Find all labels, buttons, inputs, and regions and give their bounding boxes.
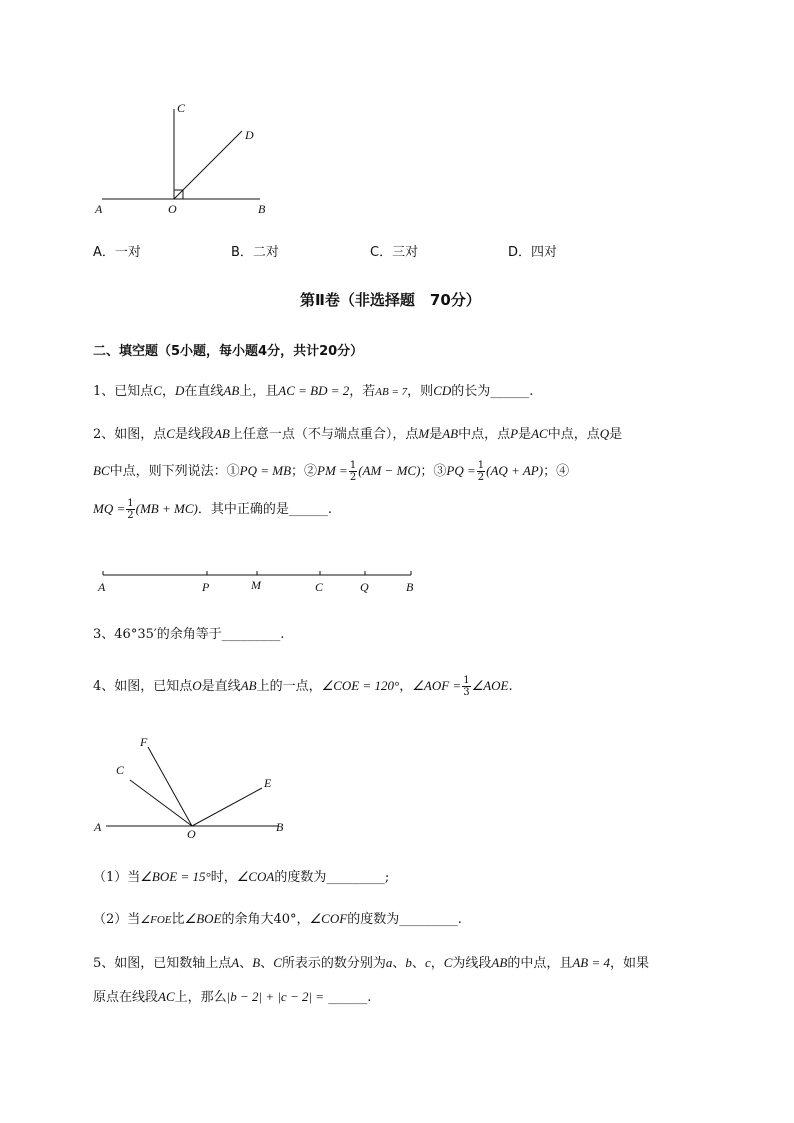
- label-c: C: [116, 763, 125, 777]
- label-b: B: [276, 820, 284, 834]
- question-5-line-2: 原点在线段AC上，那么|b − 2| + |c − 2| = ______.: [93, 989, 372, 1005]
- label-a: A: [95, 202, 103, 216]
- section-title: 二、填空题（5小题，每小题4分，共计20分）: [93, 344, 364, 359]
- label-o: O: [168, 202, 177, 216]
- figure-3-angles: [88, 730, 298, 842]
- question-1: 1、已知点C，D在直线AB上，且AC = BD = 2，若AB = 7，则CD的长为______.: [93, 383, 534, 399]
- label-p: P: [202, 580, 210, 594]
- question-4-part-1: （1）当∠BOE = 15°时，∠COA的度数为_________;: [93, 869, 390, 885]
- label-q: Q: [360, 580, 369, 594]
- label-m: M: [251, 578, 261, 592]
- label-b: B: [258, 202, 266, 216]
- ray-of: [148, 747, 192, 826]
- question-4: 4、如图，已知点O是直线AB上的一点，∠COE = 120°，∠AOF = $\frac{1}{3}$ ∠AOE.: [93, 675, 513, 698]
- option-c: C．三对: [370, 245, 419, 260]
- question-4-part-2: （2）当∠FOE比∠BOE的余角大40°，∠COF的度数为_________.: [93, 911, 462, 927]
- part-title: 第Ⅱ卷（非选择题 70分）: [300, 291, 481, 309]
- figure-2-segment: [95, 565, 425, 597]
- question-2-line-1: 2、如图，点C是线段AB上任意一点（不与端点重合），点M是AB中点，点P是AC中点，点Q是: [93, 426, 623, 442]
- label-a: A: [98, 580, 106, 594]
- label-e: E: [264, 776, 272, 790]
- label-c: C: [177, 101, 186, 115]
- question-5-line-1: 5、如图，已知数轴上点A、B、C所表示的数分别为a、b、c，C为线段AB的中点，且AB = 4，如果: [93, 955, 649, 971]
- figure-1-angle: [90, 95, 280, 220]
- option-d: D．四对: [508, 245, 558, 260]
- ray-od: [174, 131, 242, 199]
- label-a: A: [94, 820, 102, 834]
- label-o: O: [187, 827, 196, 841]
- label-c: C: [315, 580, 324, 594]
- label-d: D: [245, 128, 254, 142]
- question-2-line-3: MQ = $\frac{1}{2}$ (MB + MC)．其中正确的是______.: [93, 498, 332, 521]
- question-3: 3、46°35′的余角等于_________.: [93, 627, 285, 642]
- option-a: A．一对: [93, 245, 141, 260]
- ray-oc: [130, 780, 192, 826]
- ray-oe: [192, 788, 262, 826]
- question-2-line-2: BC中点，则下列说法：①PQ = MB；②PM = $\frac{1}{2}$ (AM − MC)；③PQ = $\frac{1}{2}$ (AQ + AP)；④: [93, 460, 570, 483]
- label-f: F: [140, 735, 148, 749]
- option-b: B．二对: [231, 245, 279, 260]
- label-b: B: [406, 580, 414, 594]
